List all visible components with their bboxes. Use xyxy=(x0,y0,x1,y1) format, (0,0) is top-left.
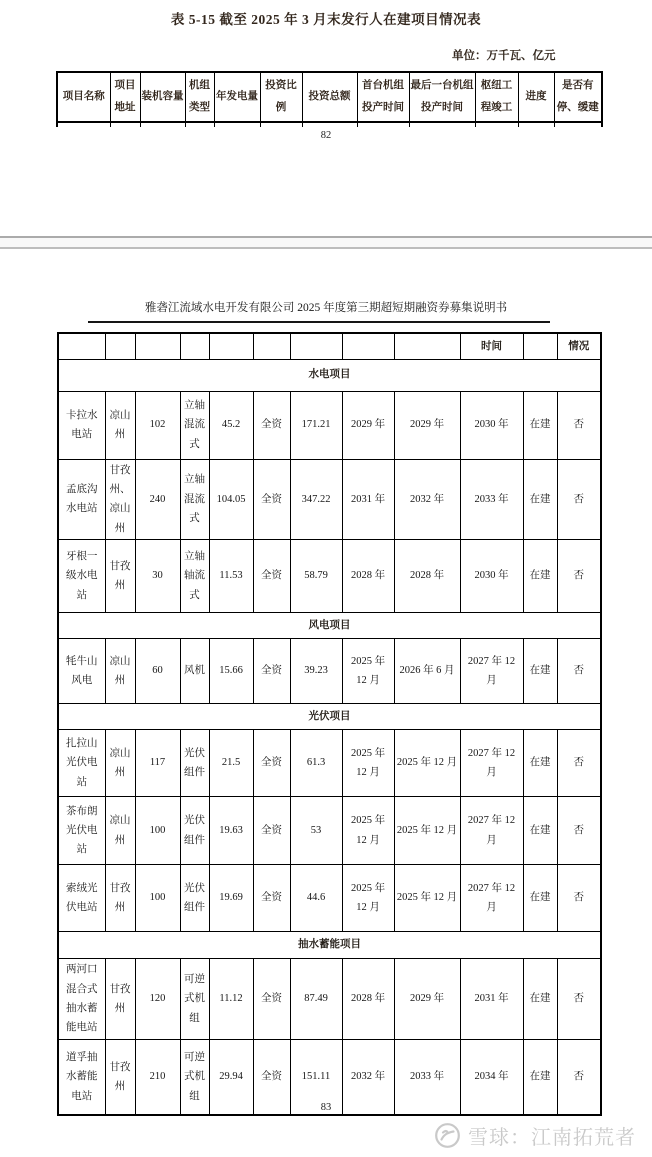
table-cell: 2027 年 12 月 xyxy=(460,865,523,932)
table-cell: 全资 xyxy=(253,540,290,613)
table-cell: 牙根一级水电站 xyxy=(58,540,105,613)
table-cell: 2030 年 xyxy=(460,540,523,613)
table-cell: 2028 年 xyxy=(342,959,394,1040)
table-cell: 2029 年 xyxy=(394,391,460,459)
column-header: 进度 xyxy=(518,72,554,122)
table-cell: 凉山州 xyxy=(105,391,135,459)
unit-note: 单位：万千瓦、亿元 xyxy=(452,50,556,62)
table-cell: 2028 年 xyxy=(342,540,394,613)
table-cell: 全资 xyxy=(253,391,290,459)
table-cell: 全资 xyxy=(253,865,290,932)
watermark xyxy=(434,1121,636,1150)
table-cell: 100 xyxy=(135,797,180,865)
table-cell: 在建 xyxy=(523,797,557,865)
table-cell: 光伏组件 xyxy=(180,797,209,865)
table-row xyxy=(58,865,601,932)
column-header: 最后一台机组投产时间 xyxy=(409,72,475,122)
table-row xyxy=(58,391,601,459)
column-header: 时间 xyxy=(460,333,523,359)
table-cell: 53 xyxy=(290,797,342,865)
table-cell: 两河口混合式抽水蓄能电站 xyxy=(58,959,105,1040)
column-header: 装机容量 xyxy=(140,72,185,122)
column-header: 投资比例 xyxy=(260,72,302,122)
table-cell: 2031 年 xyxy=(342,459,394,540)
table-cell: 11.53 xyxy=(209,540,253,613)
column-header: 机组类型 xyxy=(185,72,214,122)
table-cell: 151.11 xyxy=(290,1039,342,1115)
table-cell: 2033 年 xyxy=(460,459,523,540)
table-cell xyxy=(140,122,185,127)
table-cell: 58.79 xyxy=(290,540,342,613)
table-cell: 茶布朗光伏电站 xyxy=(58,797,105,865)
table-cell: 100 xyxy=(135,865,180,932)
watermark-text: 雪球：江南拓荒者 xyxy=(468,1127,636,1149)
table-cell: 30 xyxy=(135,540,180,613)
table-cell: 2028 年 xyxy=(394,540,460,613)
table-cell: 全资 xyxy=(253,639,290,704)
table-cell xyxy=(260,122,302,127)
table-cell: 60 xyxy=(135,639,180,704)
column-header xyxy=(105,333,135,359)
table-cell xyxy=(214,122,260,127)
table-cell: 否 xyxy=(557,459,601,540)
column-header: 项目名称 xyxy=(57,72,110,122)
table-cell: 19.63 xyxy=(209,797,253,865)
column-header xyxy=(523,333,557,359)
table-cell: 15.66 xyxy=(209,639,253,704)
section-header: 抽水蓄能项目 xyxy=(58,932,601,959)
table-cell: 全资 xyxy=(253,1039,290,1115)
table-cell: 在建 xyxy=(523,391,557,459)
table-cell: 可逆式机组 xyxy=(180,959,209,1040)
table-cell: 甘孜州 xyxy=(105,540,135,613)
table-cell: 2025 年 12 月 xyxy=(394,865,460,932)
xueqiu-logo-icon xyxy=(434,1122,461,1149)
page-separator xyxy=(0,236,652,249)
table-cell: 21.5 xyxy=(209,730,253,797)
table-cell: 102 xyxy=(135,391,180,459)
section-row xyxy=(58,932,601,959)
column-header xyxy=(58,333,105,359)
table-cell: 87.49 xyxy=(290,959,342,1040)
page-title: 表 5-15 截至 2025 年 3 月末发行人在建项目情况表 xyxy=(170,12,482,27)
table-row-cutoff xyxy=(57,122,602,127)
table-cell: 风机 xyxy=(180,639,209,704)
table-cell: 104.05 xyxy=(209,459,253,540)
table-row xyxy=(58,730,601,797)
table-cell: 否 xyxy=(557,959,601,1040)
table-cell: 2031 年 xyxy=(460,959,523,1040)
table-cell: 2025 年 12 月 xyxy=(394,730,460,797)
table-cell: 否 xyxy=(557,639,601,704)
table-cell: 牦牛山风电 xyxy=(58,639,105,704)
running-header: 雅砻江流域水电开发有限公司 2025 年度第三期超短期融资券募集说明书 xyxy=(144,302,508,314)
table-row xyxy=(58,459,601,540)
table-cell: 全资 xyxy=(253,959,290,1040)
table-cell: 2029 年 xyxy=(342,391,394,459)
table-cell: 2032 年 xyxy=(342,1039,394,1115)
column-header xyxy=(135,333,180,359)
table-cell: 在建 xyxy=(523,865,557,932)
table-cell: 2025 年 12 月 xyxy=(342,865,394,932)
column-header xyxy=(209,333,253,359)
table-cell: 2027 年 12 月 xyxy=(460,797,523,865)
table-cell: 2025 年 12 月 xyxy=(342,797,394,865)
table-cell: 29.94 xyxy=(209,1039,253,1115)
table-cell xyxy=(110,122,140,127)
column-header: 首台机组投产时间 xyxy=(357,72,409,122)
section-header: 水电项目 xyxy=(58,359,601,391)
table-header-row xyxy=(57,72,602,122)
table-cell xyxy=(409,122,475,127)
table-cell: 否 xyxy=(557,391,601,459)
table-row xyxy=(58,959,601,1040)
table-cell xyxy=(57,122,110,127)
table-cell: 在建 xyxy=(523,1039,557,1115)
column-header: 项目地址 xyxy=(110,72,140,122)
table-row xyxy=(58,797,601,865)
table-cell: 2027 年 12 月 xyxy=(460,639,523,704)
table-cell: 道孚抽水蓄能电站 xyxy=(58,1039,105,1115)
table-cell: 2025 年 12 月 xyxy=(342,639,394,704)
table-cell: 凉山州 xyxy=(105,730,135,797)
header-rule xyxy=(88,321,550,323)
table-cell: 2026 年 6 月 xyxy=(394,639,460,704)
table-cell: 全资 xyxy=(253,797,290,865)
table-cell: 120 xyxy=(135,959,180,1040)
table-cell: 立轴轴流式 xyxy=(180,540,209,613)
table-cell: 2027 年 12 月 xyxy=(460,730,523,797)
table-cell: 凉山州 xyxy=(105,639,135,704)
table-cell xyxy=(554,122,602,127)
table-cell: 2025 年 12 月 xyxy=(394,797,460,865)
table-cell: 61.3 xyxy=(290,730,342,797)
section-header: 光伏项目 xyxy=(58,704,601,730)
table-cell: 光伏组件 xyxy=(180,730,209,797)
column-header: 投资总额 xyxy=(302,72,357,122)
table-cell xyxy=(357,122,409,127)
column-header xyxy=(180,333,209,359)
table-cell: 2030 年 xyxy=(460,391,523,459)
table-cell: 扎拉山光伏电站 xyxy=(58,730,105,797)
table-cell: 甘孜州 xyxy=(105,1039,135,1115)
table-cell: 凉山州 xyxy=(105,797,135,865)
table-cell: 全资 xyxy=(253,459,290,540)
table-cell: 19.69 xyxy=(209,865,253,932)
projects-table xyxy=(57,332,602,1116)
table-row xyxy=(58,639,601,704)
table-cell: 立轴混流式 xyxy=(180,391,209,459)
table-header-continuation-row xyxy=(58,333,601,359)
table-cell: 否 xyxy=(557,797,601,865)
table-cell xyxy=(302,122,357,127)
table-cell: 11.12 xyxy=(209,959,253,1040)
table-cell: 卡拉水电站 xyxy=(58,391,105,459)
table-cell xyxy=(518,122,554,127)
table-cell: 否 xyxy=(557,540,601,613)
table-cell: 索绒光伏电站 xyxy=(58,865,105,932)
table-cell: 光伏组件 xyxy=(180,865,209,932)
table-cell: 45.2 xyxy=(209,391,253,459)
table-cell: 2034 年 xyxy=(460,1039,523,1115)
table-cell: 全资 xyxy=(253,730,290,797)
section-row xyxy=(58,704,601,730)
section-header: 风电项目 xyxy=(58,613,601,639)
table-cell: 44.6 xyxy=(290,865,342,932)
table-cell: 39.23 xyxy=(290,639,342,704)
table-cell: 可逆式机组 xyxy=(180,1039,209,1115)
table-cell: 240 xyxy=(135,459,180,540)
column-header: 是否有停、缓建 xyxy=(554,72,602,122)
table-cell: 在建 xyxy=(523,459,557,540)
table-cell: 甘孜州、凉山州 xyxy=(105,459,135,540)
page-number-83: 83 xyxy=(320,1102,332,1113)
table-cell: 171.21 xyxy=(290,391,342,459)
table-cell: 2032 年 xyxy=(394,459,460,540)
column-header xyxy=(394,333,460,359)
table-cell xyxy=(185,122,214,127)
table-cell: 在建 xyxy=(523,959,557,1040)
table-cell: 在建 xyxy=(523,730,557,797)
table-cell: 否 xyxy=(557,1039,601,1115)
column-header xyxy=(253,333,290,359)
table-cell: 甘孜州 xyxy=(105,865,135,932)
table-cell: 否 xyxy=(557,865,601,932)
column-header: 情况 xyxy=(557,333,601,359)
table-cell: 否 xyxy=(557,730,601,797)
table-cell: 2025 年 12 月 xyxy=(342,730,394,797)
page-number-82: 82 xyxy=(320,130,332,141)
section-row xyxy=(58,613,601,639)
column-header xyxy=(342,333,394,359)
column-header: 年发电量 xyxy=(214,72,260,122)
section-row xyxy=(58,359,601,391)
table-cell: 347.22 xyxy=(290,459,342,540)
table-cell: 117 xyxy=(135,730,180,797)
table-cell xyxy=(475,122,518,127)
column-header xyxy=(290,333,342,359)
table-row xyxy=(58,540,601,613)
table-cell: 210 xyxy=(135,1039,180,1115)
table-cell: 立轴混流式 xyxy=(180,459,209,540)
table-cell: 在建 xyxy=(523,639,557,704)
table-cell: 2033 年 xyxy=(394,1039,460,1115)
table-cell: 在建 xyxy=(523,540,557,613)
table-cell: 2029 年 xyxy=(394,959,460,1040)
projects-table-header xyxy=(56,71,605,127)
table-cell: 甘孜州 xyxy=(105,959,135,1040)
table-cell: 孟底沟水电站 xyxy=(58,459,105,540)
column-header: 枢纽工程竣工 xyxy=(475,72,518,122)
